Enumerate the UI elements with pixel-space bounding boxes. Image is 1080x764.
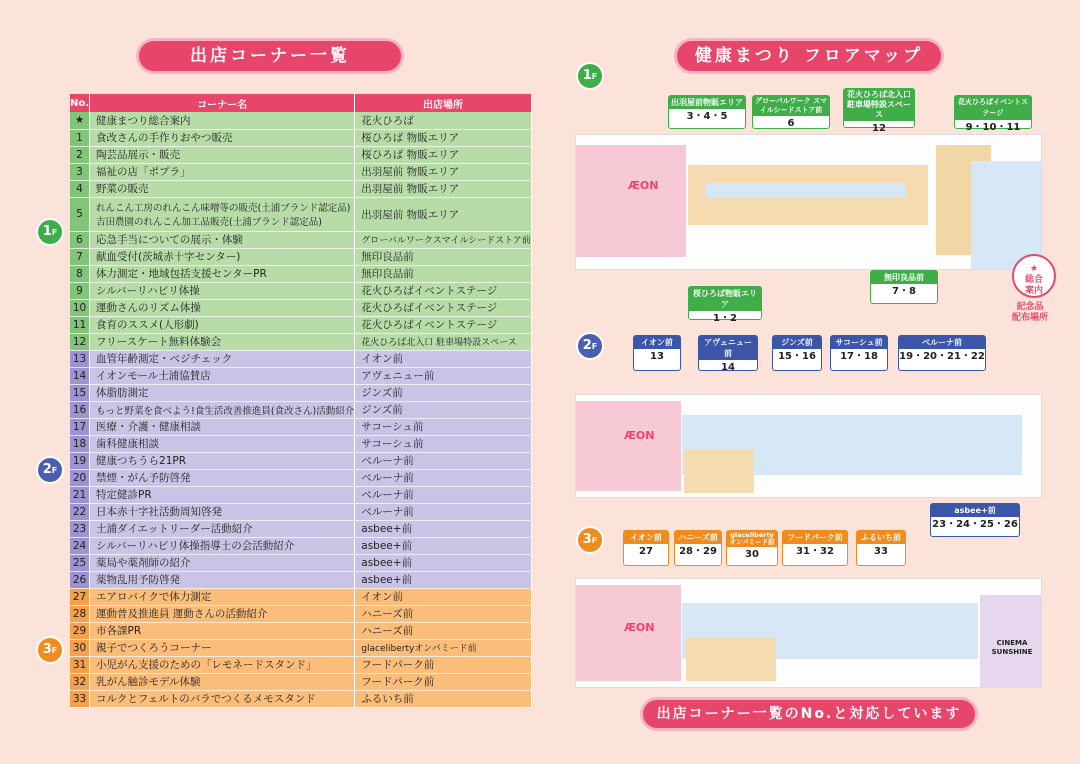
row-number: 8 (70, 265, 90, 282)
table-row (70, 248, 531, 265)
row-number: 3 (70, 163, 90, 180)
table-row (70, 282, 531, 299)
row-corner-name: 血管年齢測定・ベジチェック (90, 350, 355, 367)
table-row (70, 537, 531, 554)
row-place: 桜ひろば 物販エリア (355, 146, 532, 163)
row-place: asbee+前 (355, 537, 532, 554)
row-corner-name: 日本赤十字社活動周知啓発 (90, 503, 355, 520)
label-1f-area2: グローバルワーク スマイルシードストア前 6 (752, 95, 830, 129)
row-number: 4 (70, 180, 90, 197)
label-2f-area6: asbee+前 23・24・25・26 (930, 503, 1020, 537)
row-place: 花火ひろば (355, 112, 532, 129)
row-place: ベルーナ前 (355, 503, 532, 520)
row-place: ハニーズ前 (355, 622, 532, 639)
row-number: 13 (70, 350, 90, 367)
row-number: 25 (70, 554, 90, 571)
row-corner-name: 市各課PR (90, 622, 355, 639)
row-corner-name: イオンモール土浦協賛店 (90, 367, 355, 384)
table-row (70, 673, 531, 690)
label-1f-area5: 無印良品前 7・8 (870, 270, 938, 304)
aeon-logo-1f: ÆON (628, 179, 659, 192)
row-place: アヴェニュー前 (355, 367, 532, 384)
label-3f-area1: イオン前 27 (623, 530, 669, 566)
row-number: 5 (70, 197, 90, 231)
header-place: 出店場所 (355, 94, 532, 112)
row-place: フードパーク前 (355, 656, 532, 673)
general-info-badge: ★ 総合 案内 (1012, 254, 1056, 298)
row-corner-name: 献血受付(茨城赤十字センター) (90, 248, 355, 265)
row-corner-name: もっと野菜を食べよう!食生活改善推進員(食改さん)活動紹介 (90, 401, 355, 418)
table-row (70, 401, 531, 418)
label-3f-area5: ふるいち前 33 (856, 530, 906, 566)
table-row (70, 316, 531, 333)
row-corner-name: 乳がん触診モデル体験 (90, 673, 355, 690)
row-place: 桜ひろば 物販エリア (355, 129, 532, 146)
cinema-label: CINEMA SUNSHINE (991, 639, 1033, 656)
table-row (70, 146, 531, 163)
row-corner-name: 土浦ダイエットリーダー活動紹介 (90, 520, 355, 537)
table-row (70, 486, 531, 503)
aeon-logo-2f: ÆON (624, 429, 655, 442)
label-2f-area2: アヴェニュー前 14 (698, 335, 758, 371)
row-number: 27 (70, 588, 90, 605)
row-place: asbee+前 (355, 571, 532, 588)
row-number: 2 (70, 146, 90, 163)
row-number: 16 (70, 401, 90, 418)
label-1f-area1: 出羽屋前物販エリア 3・4・5 (668, 95, 746, 129)
row-number: 33 (70, 690, 90, 707)
table-row (70, 588, 531, 605)
row-corner-name: 野菜の販売 (90, 180, 355, 197)
row-number: 18 (70, 435, 90, 452)
row-corner-name: 親子でつくろうコーナー (90, 639, 355, 656)
table-row (70, 639, 531, 656)
label-2f-area1: イオン前 13 (633, 335, 681, 371)
row-number: 21 (70, 486, 90, 503)
map-floor-badge-3f: 3F (576, 526, 604, 554)
row-place: 出羽屋前 物販エリア (355, 197, 532, 231)
table-row (70, 554, 531, 571)
row-corner-name: 運動さんのリズム体操 (90, 299, 355, 316)
floor-map-3f (575, 578, 1042, 688)
label-2f-area4: サコーシュ前 17・18 (830, 335, 888, 371)
row-corner-name: 食育のススメ(人形劇) (90, 316, 355, 333)
row-number: 6 (70, 231, 90, 248)
row-corner-name: 歯科健康相談 (90, 435, 355, 452)
row-place: ふるいち前 (355, 690, 532, 707)
row-corner-name: 応急手当についての展示・体験 (90, 231, 355, 248)
table-row (70, 129, 531, 146)
row-number: 20 (70, 469, 90, 486)
row-number: 12 (70, 333, 90, 350)
row-place: サコーシュ前 (355, 418, 532, 435)
table-row (70, 622, 531, 639)
table-row (70, 435, 531, 452)
map-floor-badge-2f: 2F (576, 332, 604, 360)
souvenir-note: 記念品 配布場所 (1011, 302, 1048, 323)
row-corner-name: エアロバイクで体力測定 (90, 588, 355, 605)
table-row (70, 690, 531, 707)
row-corner-name: 運動普及推進員 運動さんの活動紹介 (90, 605, 355, 622)
footer-note: 出店コーナー一覧のNo.と対応しています (640, 697, 978, 731)
table-row (70, 197, 531, 231)
row-number: 22 (70, 503, 90, 520)
row-number: 14 (70, 367, 90, 384)
header-no: No. (70, 94, 90, 112)
row-corner-name: 薬局や薬剤師の紹介 (90, 554, 355, 571)
row-number: 10 (70, 299, 90, 316)
row-place: 出羽屋前 物販エリア (355, 180, 532, 197)
label-2f-area3: ジンズ前 15・16 (772, 335, 822, 371)
map-floor-badge-1f: 1F (576, 62, 604, 90)
floor-map-2f (575, 394, 1042, 498)
row-corner-name: シルバーリハビリ体操 (90, 282, 355, 299)
table-row (70, 384, 531, 401)
row-number: 11 (70, 316, 90, 333)
row-number: 15 (70, 384, 90, 401)
table-row (70, 469, 531, 486)
table-row (70, 163, 531, 180)
table-row (70, 180, 531, 197)
row-number: 26 (70, 571, 90, 588)
row-place: 花火ひろば北入口 駐車場特設スペース (355, 333, 532, 350)
floor-map-1f (575, 134, 1042, 270)
table-row (70, 367, 531, 384)
table-row (70, 231, 531, 248)
row-corner-name: 福祉の店「ポプラ」 (90, 163, 355, 180)
row-number: 28 (70, 605, 90, 622)
label-2f-area5: ベルーナ前 19・20・21・22 (898, 335, 986, 371)
row-number: 19 (70, 452, 90, 469)
row-place: グローバルワークスマイルシードストア前 (355, 231, 532, 248)
row-corner-name-line2: 吉田農園のれんこん加工品販売(土浦ブランド認定品) (96, 217, 322, 228)
row-corner-name: 食改さんの手作りおやつ販売 (90, 129, 355, 146)
row-number: 30 (70, 639, 90, 656)
row-number: 29 (70, 622, 90, 639)
corner-table (70, 94, 532, 708)
row-corner-name: 医療・介護・健康相談 (90, 418, 355, 435)
row-number: ★ (70, 112, 90, 129)
table-row (70, 605, 531, 622)
row-number: 7 (70, 248, 90, 265)
row-corner-name: フリースケート無料体験会 (90, 333, 355, 350)
row-place: フードパーク前 (355, 673, 532, 690)
table-row (70, 265, 531, 282)
table-row (70, 112, 531, 129)
table-row (70, 333, 531, 350)
row-place: asbee+前 (355, 554, 532, 571)
table-row (70, 299, 531, 316)
label-3f-area2: ハニーズ前 28・29 (674, 530, 722, 566)
label-1f-area3: 花火ひろば北入口 駐車場特設スペース 12 (843, 88, 915, 128)
row-number: 31 (70, 656, 90, 673)
row-place: 花火ひろばイベントステージ (355, 316, 532, 333)
row-number: 17 (70, 418, 90, 435)
label-1f-area4: 花火ひろばイベントステージ 9・10・11 (954, 95, 1032, 129)
row-corner-name: シルバーリハビリ体操指導士の会活動紹介 (90, 537, 355, 554)
floor-badge-1f: 1F (36, 218, 64, 246)
row-place: 花火ひろばイベントステージ (355, 282, 532, 299)
label-3f-area4: フードパーク前 31・32 (782, 530, 848, 566)
row-place: イオン前 (355, 588, 532, 605)
table-row (70, 520, 531, 537)
row-place: ジンズ前 (355, 401, 532, 418)
table-row (70, 656, 531, 673)
row-corner-name: 体力測定・地域包括支援センターPR (90, 265, 355, 282)
row-corner-name: 健康まつり総合案内 (90, 112, 355, 129)
row-corner-name: 健康つちうら21PR (90, 452, 355, 469)
list-title: 出店コーナー一覧 (136, 38, 404, 74)
row-place: ベルーナ前 (355, 452, 532, 469)
row-corner-name: 特定健診PR (90, 486, 355, 503)
floor-badge-2f: 2F (36, 456, 64, 484)
row-number: 9 (70, 282, 90, 299)
row-number: 1 (70, 129, 90, 146)
row-corner-name: 陶芸品展示・販売 (90, 146, 355, 163)
row-corner-name: コルクとフェルトのバラでつくるメモスタンド (90, 690, 355, 707)
row-place: ジンズ前 (355, 384, 532, 401)
map-title: 健康まつり フロアマップ (674, 38, 944, 74)
floor-badge-3f: 3F (36, 636, 64, 664)
aeon-logo-3f: ÆON (624, 621, 655, 634)
row-corner-name: 小児がん支援のための「レモネードスタンド」 (90, 656, 355, 673)
table-row (70, 452, 531, 469)
label-3f-area3: glaceliberty オンパミード前 30 (726, 530, 778, 566)
row-place: 無印良品前 (355, 248, 532, 265)
table-row (70, 350, 531, 367)
row-place: 花火ひろばイベントステージ (355, 299, 532, 316)
row-corner-name: 体脂肪測定 (90, 384, 355, 401)
row-number: 24 (70, 537, 90, 554)
row-place: 出羽屋前 物販エリア (355, 163, 532, 180)
row-place: ハニーズ前 (355, 605, 532, 622)
row-corner-name (90, 197, 355, 231)
row-place: asbee+前 (355, 520, 532, 537)
row-corner-name: 禁煙・がん予防啓発 (90, 469, 355, 486)
table-row (70, 418, 531, 435)
row-number: 23 (70, 520, 90, 537)
row-place: ベルーナ前 (355, 469, 532, 486)
label-1f-area6: 桜ひろば物販エリア 1・2 (688, 286, 762, 320)
header-name: コーナー名 (90, 94, 355, 112)
row-place: イオン前 (355, 350, 532, 367)
row-number: 32 (70, 673, 90, 690)
row-corner-name-line1: れんこん工房のれんこん味噌等の販売(土浦ブランド認定品) (96, 203, 351, 214)
row-place: glacelibertyオンパミード前 (355, 639, 532, 656)
row-place: サコーシュ前 (355, 435, 532, 452)
table-row (70, 571, 531, 588)
row-corner-name: 薬物乱用予防啓発 (90, 571, 355, 588)
row-place: 無印良品前 (355, 265, 532, 282)
row-place: ベルーナ前 (355, 486, 532, 503)
table-row (70, 503, 531, 520)
